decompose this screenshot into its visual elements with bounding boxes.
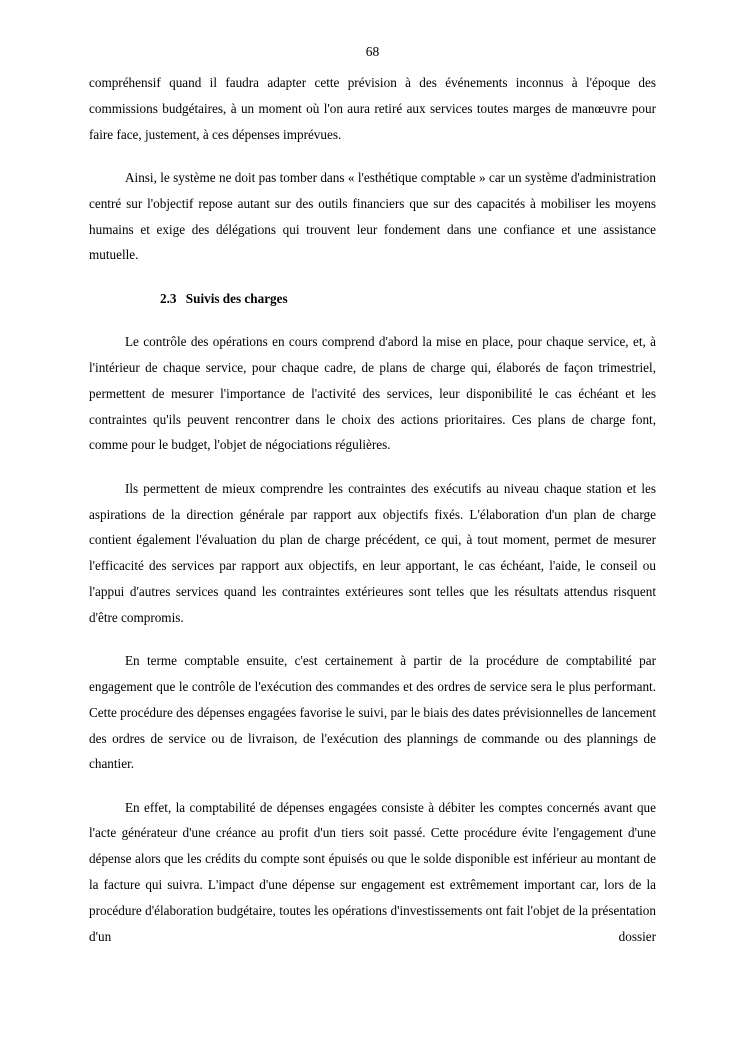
section-title: Suivis des charges: [185, 290, 288, 306]
section-heading: [160, 286, 656, 312]
paragraph-terme-comptable: En terme comptable ensuite, c'est certainement à partir de la procédure de comptabilité par engagement que le contrôle de l'exécution des commandes et des ordres de service sera le plus performant. Cette procédure des dépenses engagées favorise le suivi, par le biais des dates prévisionnelles de lancement des ordres de service ou de livraison, de l'exécution des plannings de commande ou des plannings de chantier.: [89, 653, 656, 772]
page-body: [89, 70, 656, 949]
paragraph-controle-operations: Le contrôle des opérations en cours comprend d'abord la mise en place, pour chaque service, et, à l'intérieur de chaque service, pour chaque cadre, de plans de charge qui, élaborés de façon trimestriel, permettent de mesurer l'importance de l'activité des services, leur disponibilité le cas échéant et les contraintes qu'ils peuvent rencontrer dans le choix des actions prioritaires. Ces plans de charge font, comme pour le budget, l'objet de négociations régulières.: [89, 334, 656, 453]
section-number: 2.3: [160, 290, 177, 306]
paragraph-esthetique-comptable: Ainsi, le système ne doit pas tomber dans « l'esthétique comptable » car un système d'administration centré sur l'objectif repose autant sur des outils financiers que sur des capacités à mobiliser les moyens humains et exige des délégations qui trouvent leur fondement dans une confiance et une assistance mutuelle.: [89, 169, 656, 263]
paragraph-contraintes-executifs: Ils permettent de mieux comprendre les contraintes des exécutifs au niveau chaque station et les aspirations de la direction générale par rapport aux objectifs fixés. L'élaboration d'un plan de charge contient également l'évaluation du plan de charge précédent, ce qui, à tout moment, permet de mesurer l'efficacité des services par rapport aux objectifs, en leur apportant, le cas échéant, l'aide, le conseil ou l'appui d'autres services quand les contraintes extérieures sont telles que les résultats attendus risquent d'être compromis.: [89, 480, 656, 625]
paragraph-depenses-engagees: En effet, la comptabilité de dépenses engagées consiste à débiter les comptes concernés avant que l'acte générateur d'une créance au profit d'un tiers soit passé. Cette procédure évite l'engagement d'une dépense alors que les crédits du compte sont épuisés ou que le solde disponible est inférieur au montant de la facture qui suivra. L'impact d'une dépense sur engagement est extrêmement important car, lors de la procédure d'élaboration budgétaire, toutes les opérations d'investissements ont fait l'objet de la présentation d'un dossier: [89, 799, 656, 944]
page-number: 68: [365, 44, 380, 59]
paragraph-continuation: compréhensif quand il faudra adapter cette prévision à des événements inconnus à l'époque des commissions budgétaires, à un moment où l'on aura retiré aux services toutes marges de manœuvre pour faire face, justement, à ces dépenses imprévues.: [89, 75, 656, 142]
